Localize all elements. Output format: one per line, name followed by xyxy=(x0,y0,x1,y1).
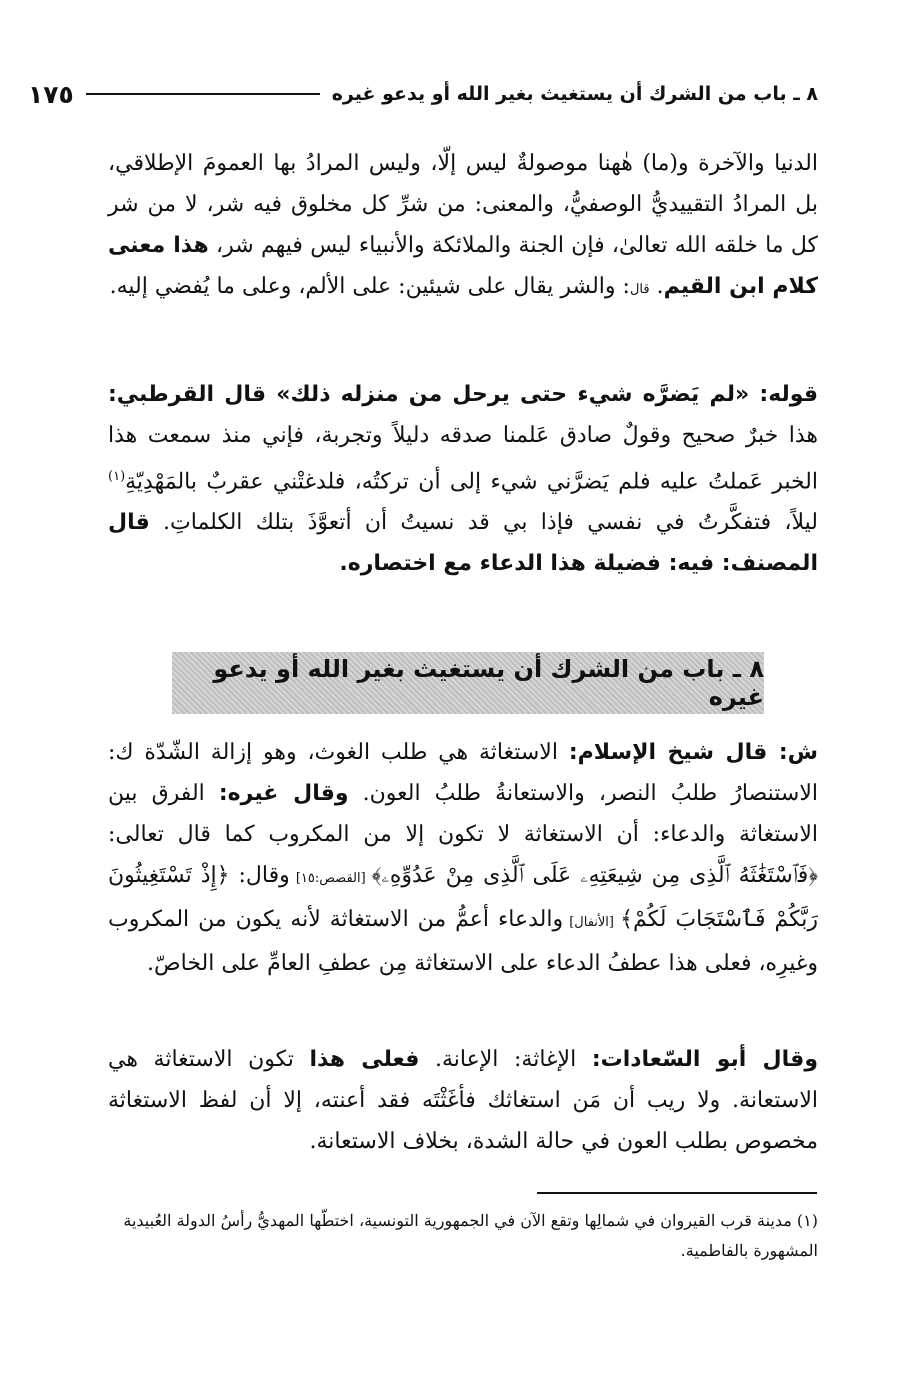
p2-bold-musannif: قال المصنف: فيه: فضيلة هذا الدعاء مع اختصاره. xyxy=(108,510,818,577)
p3-text-d: والدعاء أعمُّ من الاستغاثة لأنه يكون من المكروب وغيرِه، فعلى هذا عطفُ الدعاء على الاستغاثة مِن عطفِ العامِّ على الخاصّ. xyxy=(108,907,818,976)
p3-text-c: وقال: xyxy=(229,863,290,888)
verse-ref-1: [القصص:١٥] xyxy=(289,871,372,886)
p3-bold-ghayruhu: وقال غيره: xyxy=(218,781,349,806)
chapter-banner xyxy=(172,652,764,714)
verse-ref-2: [الأنفال] xyxy=(563,915,621,930)
p3-bold-shaykh: ش: قال شيخ الإسلام: xyxy=(568,740,818,765)
p4-text-a: الإغاثة: الإعانة. xyxy=(419,1047,592,1072)
paragraph-3 xyxy=(108,732,818,984)
p3-text-a: الاستغاثة هي طلب الغوث، وهو إزالة الشّدّة ك: الاستنصارُ طلبُ النصر، والاستعانةُ طلبُ العون. xyxy=(108,740,818,806)
running-header xyxy=(28,74,818,114)
footnote xyxy=(108,1206,818,1266)
p1-text-c: : والشر يقال على شيئين: على الألم، وعلى ما يُفضي إليه. xyxy=(109,274,630,299)
header-rule xyxy=(86,93,320,95)
chapter-title: ٨ ـ باب من الشرك أن يستغيث بغير الله أو يدعو غيره xyxy=(331,83,818,105)
p3-text-b: الفرق بين الاستغاثة والدعاء: أن الاستغاثة لا تكون إلا من المكروب كما قال تعالى: xyxy=(108,781,818,847)
p1-bold-ibn-qayyim: هذا معنى كلام ابن القيم xyxy=(108,233,818,299)
p1-small-qal: قال xyxy=(629,282,650,297)
footnote-text: مدينة قرب القيروان في شمالِها وتقع الآن في الجمهورية التونسية، اختطّها المهديُّ رأسُ الدولة العُبيدية المشهورة بالفاطمية. xyxy=(123,1211,818,1260)
quran-verse-1: ﴿فَٱسْتَغَٰثَهُ ٱلَّذِى مِن شِيعَتِهِۦ عَلَى ٱلَّذِى مِنْ عَدُوِّهِۦ﴾ xyxy=(371,863,819,888)
paragraph-2 xyxy=(108,374,818,584)
p4-text-b: تكون الاستغاثة هي الاستعانة. ولا ريب أن مَن استغاثك فأغَثْتَه فقد أعنته، إلا أن لفظ الاستغاثة مخصوص بطلب العون في حالة الشدة، بخلاف الاستعانة. xyxy=(108,1047,818,1154)
footnote-divider xyxy=(537,1192,817,1194)
p2-bold-qawluhu: قوله: «لم يَضرَّه شيء حتى يرحل من منزله ذلك» قال القرطبي: xyxy=(108,382,818,407)
paragraph-4 xyxy=(108,1039,818,1162)
p4-bold-fa-ala-hadha: فعلى هذا xyxy=(309,1047,420,1072)
page-number: ١٧٥ xyxy=(28,79,74,109)
footnote-ref-1[interactable]: (١) xyxy=(108,469,126,484)
p4-bold-abu-saadat: وقال أبو السّعادات: xyxy=(591,1047,818,1072)
banner-title: ٨ ـ باب من الشرك أن يستغيث بغير الله أو يدعو غيره xyxy=(213,655,764,711)
p1-text-a: الدنيا والآخرة و(ما) هٰهنا موصولةٌ ليس إلّا، وليس المرادُ بها العمومَ الإطلاقي، بل المرادُ التقييديُّ الوصفيُّ، والمعنى: من شرِّ كل مخلوق فيه شر، لا من شر كل ما خلقه الله تعالىٰ، فإن الجنة والملائكة والأنبياء ليس فيهم شر، xyxy=(108,151,818,258)
footnote-marker: (١) xyxy=(796,1211,818,1230)
p2-text-b: ليلاً، فتفكَّرتُ في نفسي فإذا بي قد نسيتُ أن أتعوَّذَ بتلك الكلماتِ. xyxy=(149,510,818,536)
p1-text-b: . xyxy=(649,274,664,299)
quran-verse-2: ﴿إِذْ تَسْتَغِيثُونَ رَبَّكُمْ فَٱسْتَجَابَ لَكُمْ﴾ xyxy=(108,863,818,932)
paragraph-1 xyxy=(108,143,818,310)
p2-text-a: هذا خبرٌ صحيح وقولٌ صادق عَلمنا صدقه دليلاً وتجربة، فإني منذ سمعت هذا الخبر عَملتُ عليه فلم يَضرَّني شيء إلى أن تركتُه، فلدغتْني عقربٌ بالمَهْدِيّةِ xyxy=(108,423,818,495)
